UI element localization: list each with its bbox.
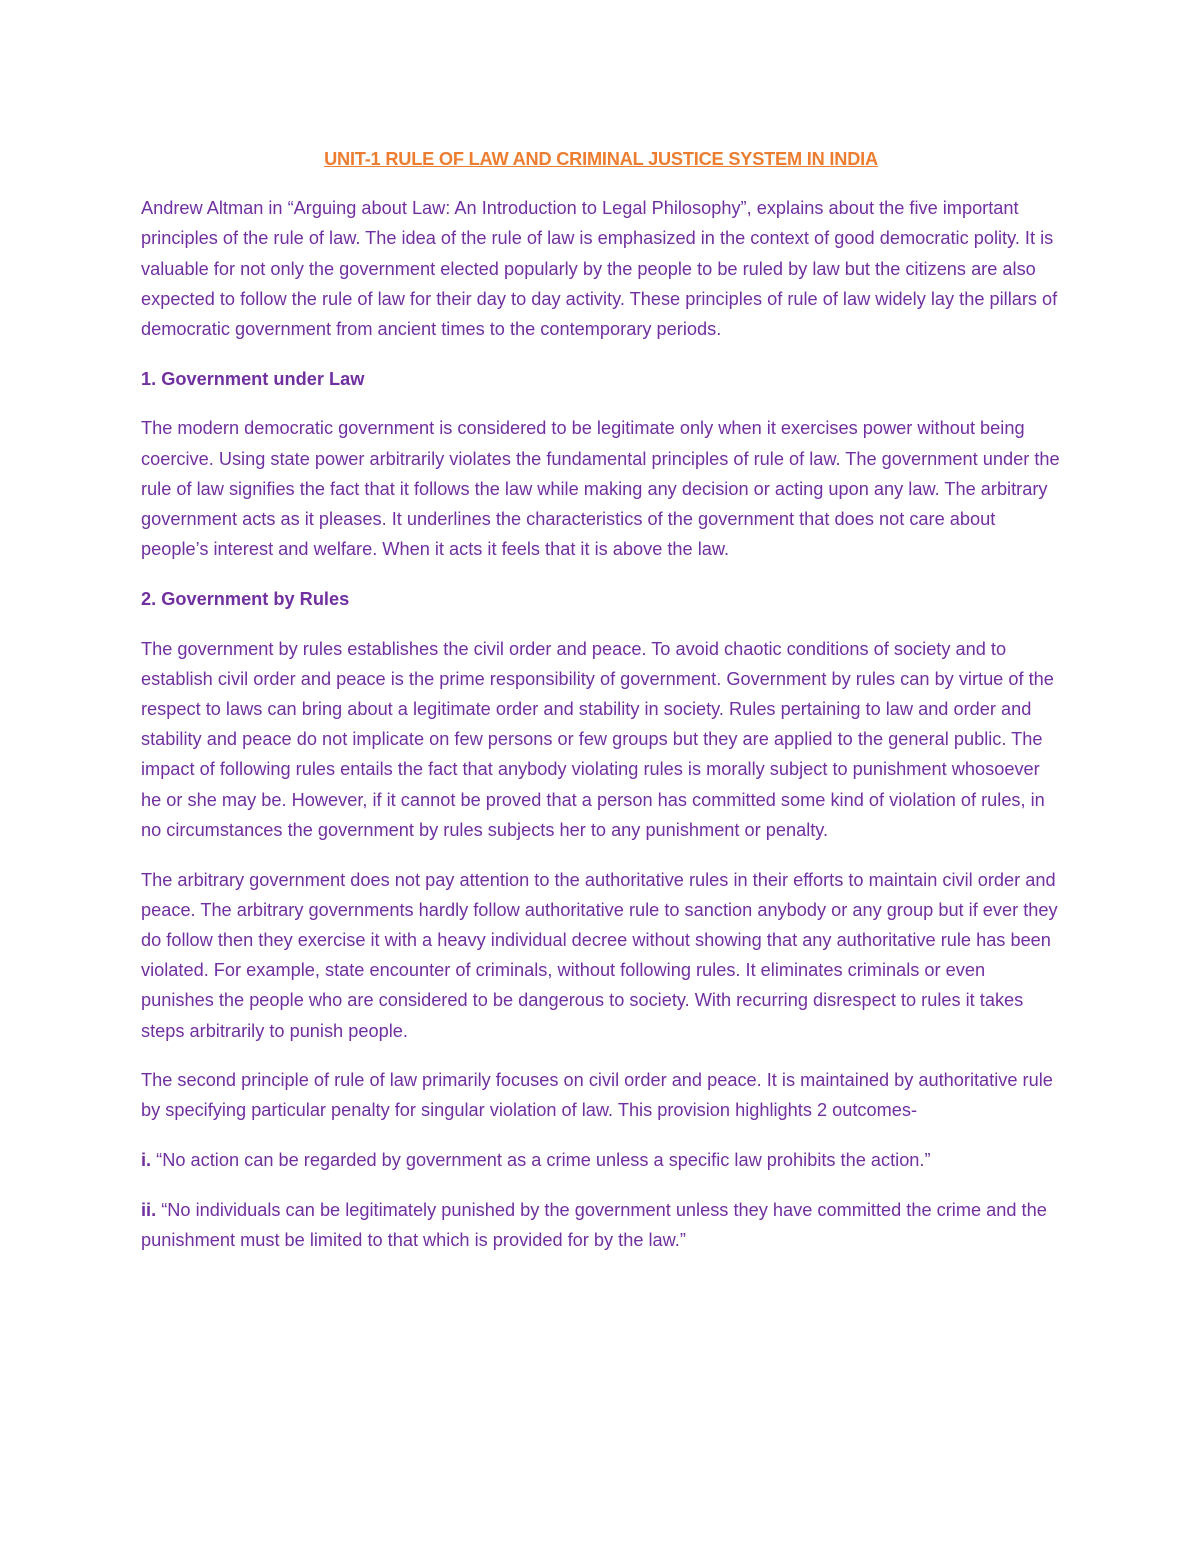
document-title: UNIT-1 RULE OF LAW AND CRIMINAL JUSTICE SYSTEM IN INDIA [324,149,878,169]
section-heading-government-by-rules: 2. Government by Rules [141,588,350,609]
section-heading-government-under-law: 1. Government under Law [141,368,365,389]
section-paragraph: The government by rules establishes the civil order and peace. To avoid chaotic conditions of society and to establish civil order and peace is the prime responsibility of government. Government by rules can by virtue of the respect to laws can bring about a legitimate order and stability in society. Rules pertaining to law and order and stability and peace do not implicate on few persons or few groups but they are applied to the general public. The impact of following rules entails the fact that anybody violating rules is morally subject to punishment whosoever he or she may be. However, if it cannot be proved that a person has committed some kind of violation of rules, in no circumstances the government by rules subjects her to any punishment or penalty. [141,638,1054,840]
intro-paragraph: Andrew Altman in “Arguing about Law: An Introduction to Legal Philosophy”, explains about the five important principles of the rule of law. The idea of the rule of law is emphasized in the context of good democratic polity. It is valuable for not only the government elected popularly by the people to be ruled by law but the citizens are also expected to follow the rule of law for their day to day activity. These principles of rule of law widely lay the pillars of democratic government from ancient times to the contemporary periods. [141,198,1058,340]
document-page [141,144,1061,1275]
section-paragraph: The arbitrary government does not pay attention to the authoritative rules in their efforts to maintain civil order and peace. The arbitrary governments hardly follow authoritative rule to sanction anybody or any group but if ever they do follow then they exercise it with a heavy individual decree without showing that any authoritative rule has been violated. For example, state encounter of criminals, without following rules. It eliminates criminals or even punishes the people who are considered to be dangerous to society. With recurring disrespect to rules it takes steps arbitrarily to punish people. [141,869,1058,1041]
outcome-marker: ii. [141,1199,157,1220]
outcome-text: “No action can be regarded by government as a crime unless a specific law prohibits the action.” [151,1150,931,1171]
outcome-item [141,1145,1061,1175]
section-paragraph: The second principle of rule of law primarily focuses on civil order and peace. It is maintained by authoritative rule by specifying particular penalty for singular violation of law. This provision highlights 2 outcomes- [141,1070,1053,1121]
outcome-text: “No individuals can be legitimately punished by the government unless they have committed the crime and the punishment must be limited to that which is provided for by the law.” [141,1199,1047,1251]
outcome-item [141,1195,1061,1255]
outcome-marker: i. [141,1150,152,1171]
section-paragraph: The modern democratic government is considered to be legitimate only when it exercises power without being coercive. Using state power arbitrarily violates the fundamental principles of rule of law. The government under the rule of law signifies the fact that it follows the law while making any decision or acting upon any law. The arbitrary government acts as it pleases. It underlines the characteristics of the government that does not care about people’s interest and welfare. When it acts it feels that it is above the law. [141,418,1060,560]
